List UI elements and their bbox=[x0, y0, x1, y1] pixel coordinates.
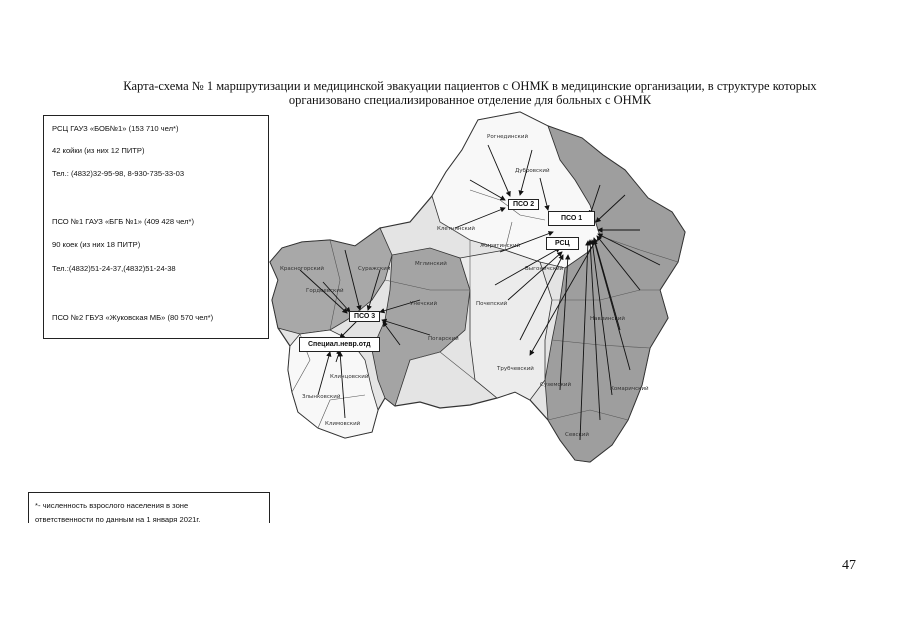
legend-pso1-name: ПСО №1 ГАУЗ «БГБ №1» (409 428 чел*) bbox=[52, 217, 195, 226]
district-label-zhirytno: Жирятинский bbox=[480, 243, 521, 249]
district-label-komarichi: Комаричский bbox=[610, 386, 649, 392]
footnote-box bbox=[28, 492, 270, 523]
center-pso1-label: ПСО 1 bbox=[548, 211, 595, 226]
legend-rsc-name: РСЦ ГАУЗ «БОБ№1» (153 710 чел*) bbox=[52, 124, 179, 133]
district-label-pogar: Погарский bbox=[428, 336, 459, 342]
legend-rsc-phone: Тел.: (4832)32-95-98, 8-930-735-33-03 bbox=[52, 169, 185, 178]
district-label-klintsy: Клинцовский bbox=[330, 374, 369, 380]
legend-pso1-beds: 90 коек (из них 18 ПИТР) bbox=[52, 240, 141, 249]
district-label-unecha: Унечский bbox=[410, 301, 438, 307]
footnote-line1: *- численность взрослого населения в зоне bbox=[35, 501, 189, 510]
legend-pso2-name: ПСО №2 ГБУЗ «Жуковская МБ» (80 570 чел*) bbox=[52, 313, 214, 322]
district-label-gordeevka: Гордеевский bbox=[306, 288, 344, 294]
legend-pso1-phone: Тел.:(4832)51-24-37,(4832)51-24-38 bbox=[52, 264, 176, 273]
district-label-vygonichi: Выгоничский bbox=[525, 266, 564, 272]
footnote-line2: ответственности по данным на 1 января 2021г. bbox=[35, 515, 201, 523]
district-label-krasnaya-gora: Красногорский bbox=[280, 266, 324, 272]
page-number: 47 bbox=[842, 558, 856, 573]
district-label-mglin: Мглинский bbox=[415, 261, 447, 267]
center-special-neuro-label: Специал.невр.отд bbox=[299, 337, 380, 352]
district-label-trubchevsk: Трубчевский bbox=[497, 366, 534, 372]
district-label-sevsk: Севский bbox=[565, 432, 589, 438]
center-rsc-label: РСЦ bbox=[546, 237, 579, 250]
district-label-kletnya: Клетнянский bbox=[437, 226, 476, 232]
legend-rsc-beds: 42 койки (из них 12 ПИТР) bbox=[52, 146, 145, 155]
center-pso2-label: ПСО 2 bbox=[508, 199, 539, 210]
district-label-pochep: Почепский bbox=[476, 301, 508, 307]
district-label-dubrovka: Дубровский bbox=[515, 168, 550, 174]
district-label-rognedino: Рогнединский bbox=[487, 134, 529, 140]
map-title: Карта-схема № 1 маршрутизации и медицинской эвакуации пациентов с ОНМК в медицинские организации, в структуре которых организовано специализированное отделение для больных с ОНМК bbox=[123, 79, 817, 107]
center-pso3-label: ПСО 3 bbox=[349, 311, 380, 322]
district-label-navlya: Навлинский bbox=[590, 316, 625, 322]
district-label-zlynka: Злынковский bbox=[302, 394, 341, 400]
district-label-surazh: Суражский bbox=[358, 266, 391, 272]
district-label-suzemka: Суземский bbox=[540, 382, 572, 388]
district-label-klimovo: Климовский bbox=[325, 421, 361, 427]
